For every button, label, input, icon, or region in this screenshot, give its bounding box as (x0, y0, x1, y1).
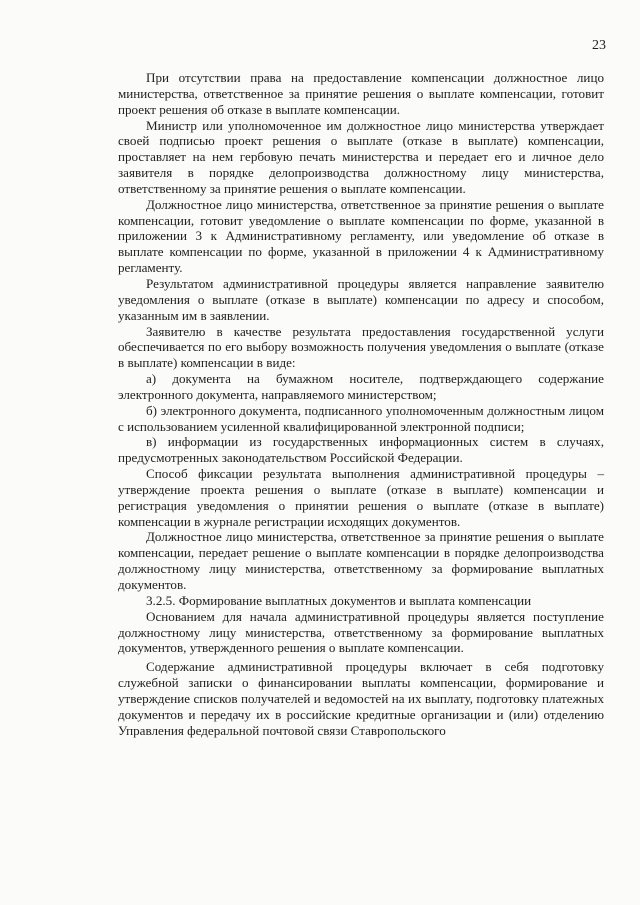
paragraph-decision-transfer: Должностное лицо министерства, ответственное за принятие решения о выплате компенсации, передает решение о выплате компенсации в порядке делопроизводства должностному лицу министерства, ответственному за формирование выплатных документов. (118, 529, 604, 592)
list-item-c: в) информации из государственных информационных систем в случаях, предусмотренных законодательством Российской Федерации. (118, 434, 604, 466)
page-number: 23 (592, 38, 606, 53)
paragraph-fixation-method: Способ фиксации результата выполнения административной процедуры – утверждение проекта решения о выплате (отказе в выплате) компенсации и регистрация уведомления о принятии решения о выплате (отказе в выплате) компенсации в журнале регистрации исходящих документов. (118, 466, 604, 529)
paragraph-procedure-basis: Основанием для начала административной процедуры является поступление должностному лицу министерства, ответственному за формирование выплатных документов, утвержденного решения о выплате компенсации. (118, 608, 604, 656)
list-item-a: а) документа на бумажном носителе, подтверждающего содержание электронного документа, направляемого министерством; (118, 371, 604, 402)
section-heading-3-2-5: 3.2.5. Формирование выплатных документов и выплата компенсации (146, 592, 532, 608)
list-item-b: б) электронного документа, подписанного уполномоченным должностным лицом с использованием усиленной квалифицированной электронной подписи; (118, 402, 604, 434)
paragraph-refusal-draft: При отсутствии права на предоставление компенсации должностное лицо министерства, ответственное за принятие решения о выплате компенсации, готовит проект решения об отказе в выплате компенсации. (118, 70, 604, 117)
paragraph-procedure-result: Результатом административной процедуры является направление заявителю уведомления о выплате (отказе в выплате) компенсации по адресу и способом, указанным им в заявлении. (118, 275, 604, 323)
paragraph-notification-prep: Должностное лицо министерства, ответственное за принятие решения о выплате компенсации, готовит уведомление о выплате компенсации по форме, указанной в приложении 3 к Административному регламенту, или уведомление об отказе в выплате компенсации по форме, указанной в приложении 4 к Административному регламенту. (118, 196, 604, 276)
paragraph-result-options: Заявителю в качестве результата предоставления государственной услуги обеспечивается по его выбору возможность получения уведомления о выплате (отказе в выплате) компенсации в виде: (118, 323, 604, 371)
paragraph-procedure-content: Содержание административной процедуры включает в себя подготовку служебной записки о финансировании выплаты компенсации, формирование и утверждение списков получателей и ведомостей на их выплату, подготовку платежных документов и передачу их в российские кредитные организации и (или) отделению Управления федеральной почтовой связи Ставропольского (118, 659, 604, 738)
document-body (118, 70, 604, 738)
paragraph-minister-approval: Министр или уполномоченное им должностное лицо министерства утверждает своей подписью проект решения о выплате (отказе в выплате) компенсации, проставляет на нем гербовую печать министерства и передает его и личное дело заявителя в порядке делопроизводства должностному лицу министерства, ответственному за принятие решения о выплате компенсации. (118, 117, 604, 196)
